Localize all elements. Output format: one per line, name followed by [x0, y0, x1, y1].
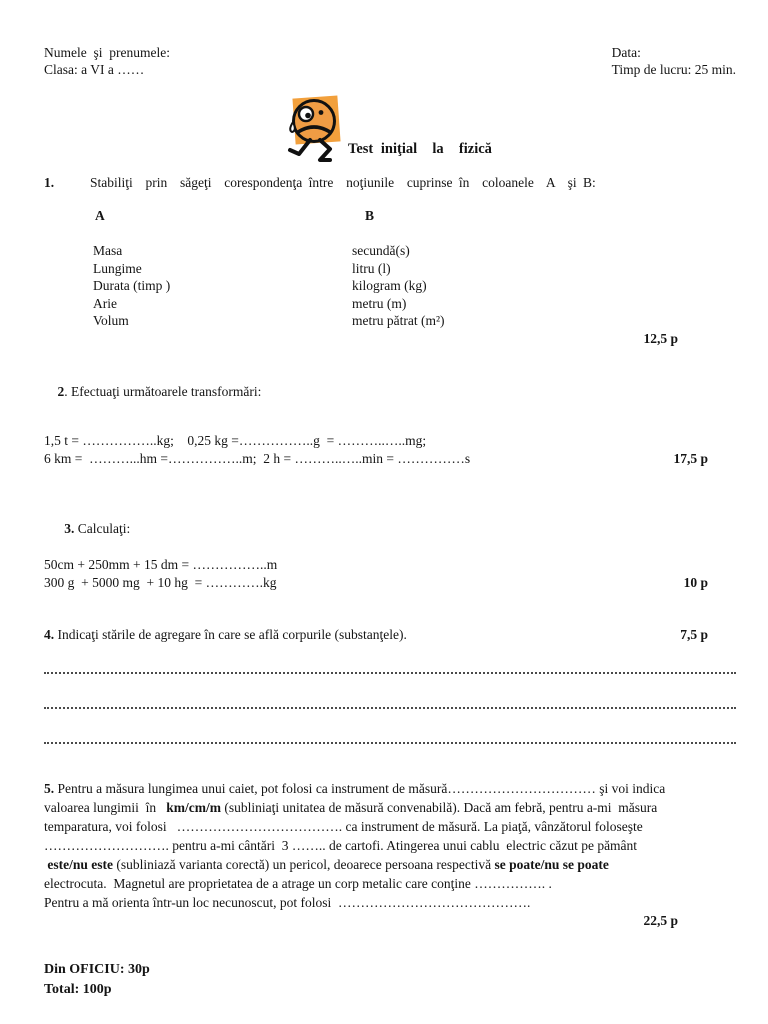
question-4: [44, 626, 736, 643]
question-5-line: [44, 874, 736, 893]
question-5-segment: valoarea lungimii în: [44, 799, 167, 815]
question-1-points: 12,5 p: [643, 330, 678, 346]
column-a-item: Masa: [93, 243, 123, 258]
name-label: Numele şi prenumele:: [44, 45, 170, 60]
column-b-item: metru (m): [352, 295, 407, 311]
question-5-points: 22,5 p: [643, 912, 678, 928]
transform-line-row: [44, 450, 736, 468]
match-row: [44, 242, 736, 260]
match-column-headers: [44, 207, 736, 224]
answer-dotted-line: [44, 707, 736, 709]
question-5-segment: ………………………. pentru a-mi cântări 3 …….. de cartofi. Atingerea unui cablu electric căzut pe pământ: [44, 837, 638, 853]
question-1: [44, 174, 736, 191]
answer-dotted-line: [44, 742, 736, 744]
column-a-item: Volum: [93, 313, 129, 328]
question-5: [44, 779, 736, 912]
column-b-item: litru (l): [352, 260, 391, 276]
question-5-line: [44, 855, 736, 874]
match-row: [44, 277, 736, 295]
question-5-segment: Pentru a măsura lungimea unui caiet, pot folosi ca instrument de măsură…………………………… şi voi indica: [54, 780, 666, 796]
question-5-segment-bold: km/cm/m: [166, 799, 221, 815]
question-3-number: 3.: [64, 520, 75, 536]
question-3-heading: [44, 502, 736, 556]
match-row: [44, 295, 736, 313]
question-5-number: 5.: [44, 780, 55, 796]
question-4-points: 7,5 p: [680, 626, 708, 642]
column-b-item: secundă(s): [352, 243, 410, 258]
question-5-line: [44, 798, 736, 817]
question-5-line: [44, 836, 736, 855]
question-4-text: Indicaţi stările de agregare în care se află corpurile (substanţele).: [54, 626, 407, 642]
question-3-text: Calculaţi:: [74, 520, 131, 536]
calc-line: 50cm + 250mm + 15 dm = ……………..m: [44, 556, 278, 572]
page-title: Test iniţial la fizică: [348, 141, 492, 157]
column-a-item: Arie: [93, 295, 117, 311]
question-1-text: Stabiliţi prin săgeţi corespondenţa între noţiunile cuprinse în coloanele A şi B:: [90, 175, 596, 190]
title-row: [44, 94, 736, 162]
worried-face-icon: [286, 94, 346, 162]
column-b-item: metru pătrat (m²): [352, 313, 445, 328]
scoring-footer: [44, 960, 736, 1000]
match-row: [44, 260, 736, 278]
question-1-number: 1.: [44, 175, 55, 190]
calc-line-row: [44, 574, 736, 592]
class-label: Clasa: a VI a ……: [44, 62, 145, 77]
column-b-item: kilogram (kg): [352, 278, 427, 293]
column-a-item: Lungime: [93, 260, 142, 276]
question-5-line: [44, 779, 736, 798]
answer-dotted-line: [44, 672, 736, 674]
question-2-text: . Efectuaţi următoarele transformări:: [64, 383, 262, 399]
date-label: Data:: [611, 45, 641, 60]
question-5-segment: Pentru a mă orienta într-un loc necunoscut, pot folosi …………………………………….: [44, 894, 531, 910]
question-3-points: 10 p: [683, 574, 708, 590]
column-b-header: B: [365, 208, 375, 223]
question-5-segment: (subliniază varianta corectă) un pericol, deoarece persoana respectivă: [112, 856, 495, 872]
question-5-segment-bold: este/nu este: [47, 856, 113, 872]
question-2-heading: [44, 366, 736, 417]
question-2-body: [44, 432, 736, 468]
total-line: Total: 100p: [44, 981, 112, 997]
question-3: [44, 502, 736, 592]
transform-line: 6 km = ………...hm =……………..m; 2 h = ………..…..min = ……………s: [44, 450, 471, 466]
match-row: [44, 312, 736, 330]
match-rows: [44, 242, 736, 330]
question-2-points: 17,5 p: [673, 450, 708, 466]
column-a-item: Durata (timp ): [93, 278, 171, 293]
transform-line: 1,5 t = ……………..kg; 0,25 kg =……………..g = ………..…..mg;: [44, 432, 427, 448]
question-5-segment: (subliniaţi unitatea de măsură convenabilă). Dacă am febră, pentru a-mi măsura: [220, 799, 658, 815]
question-5-segment: electrocuta. Magnetul are proprietatea de a atrage un corp metalic care conţine ……………. .: [44, 875, 552, 891]
question-4-number: 4.: [44, 626, 55, 642]
question-5-line: [44, 817, 736, 836]
time-label: Timp de lucru: 25 min.: [611, 62, 736, 77]
question-5-line: [44, 893, 736, 912]
question-5-segment-bold: se poate/nu se poate: [494, 856, 609, 872]
question-2-number: 2: [57, 383, 65, 399]
question-5-segment: temparatura, voi folosi ………………………………. ca instrument de măsură. La piaţă, vânzătorul foloseşte: [44, 818, 643, 834]
header: [44, 44, 736, 78]
oficiu-line: Din OFICIU: 30p: [44, 961, 150, 977]
column-a-header: A: [95, 208, 105, 223]
calc-line: 300 g + 5000 mg + 10 hg = ………….kg: [44, 574, 277, 590]
